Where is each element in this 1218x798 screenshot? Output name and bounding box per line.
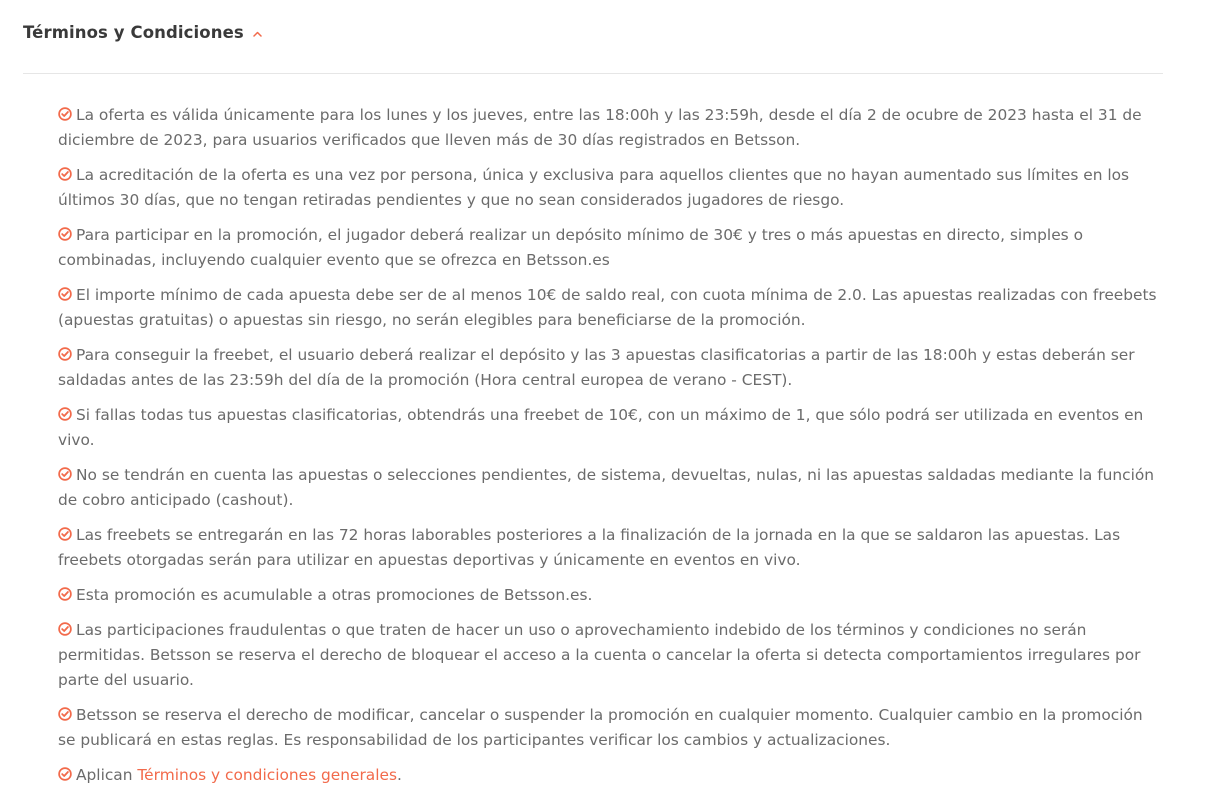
term-text-suffix: . [397, 766, 402, 784]
accordion-header[interactable] [23, 18, 262, 46]
term-text-prefix: Aplican [76, 766, 138, 784]
term-text: Las participaciones fraudulentas o que traten de hacer un uso o aprovechamiento indebido de los términos y condiciones no serán permitidas. Betsson se reserva el derecho de bloquear el acceso a la cuenta o cancelar la oferta si detecta comportamientos irregulares por parte del usuario. [58, 621, 1141, 689]
list-item [58, 763, 1158, 788]
list-item [58, 403, 1158, 453]
header-divider [23, 73, 1163, 74]
term-text: Las freebets se entregarán en las 72 horas laborables posteriores a la finalización de la jornada en la que se saldaron las apuestas. Las freebets otorgadas serán para utilizar en apuestas deportivas y únicamente en eventos en vivo. [58, 526, 1121, 569]
check-circle-icon [58, 407, 72, 421]
term-text: Betsson se reserva el derecho de modificar, cancelar o suspender la promoción en cualquier momento. Cualquier cambio en la promoción se publicará en estas reglas. Es responsabilidad de los participantes verificar los cambios y actualizaciones. [58, 706, 1143, 749]
list-item [58, 583, 1158, 608]
check-circle-icon [58, 767, 72, 781]
term-text: Esta promoción es acumulable a otras promociones de Betsson.es. [76, 586, 593, 604]
term-text: Si fallas todas tus apuestas clasificatorias, obtendrás una freebet de 10€, con un máximo de 1, que sólo podrá ser utilizada en eventos en vivo. [58, 406, 1144, 449]
accordion-title: Términos y Condiciones [23, 22, 244, 42]
check-circle-icon [58, 167, 72, 181]
check-circle-icon [58, 527, 72, 541]
chevron-up-icon[interactable] [253, 31, 262, 37]
term-text: La oferta es válida únicamente para los lunes y los jueves, entre las 18:00h y las 23:59h, desde el día 2 de ocubre de 2023 hasta el 31 de diciembre de 2023, para usuarios verificados que lleven más de 30 días registrados en Betsson. [58, 106, 1142, 149]
term-text: No se tendrán en cuenta las apuestas o selecciones pendientes, de sistema, devueltas, nulas, ni las apuestas saldadas mediante la función de cobro anticipado (cashout). [58, 466, 1155, 509]
term-text: La acreditación de la oferta es una vez por persona, única y exclusiva para aquellos clientes que no hayan aumentado sus límites en los últimos 30 días, que no tengan retiradas pendientes y que no sean considerados jugadores de riesgo. [58, 166, 1130, 209]
list-item [58, 618, 1158, 693]
check-circle-icon [58, 227, 72, 241]
list-item [58, 103, 1158, 153]
check-circle-icon [58, 347, 72, 361]
check-circle-icon [58, 467, 72, 481]
check-circle-icon [58, 707, 72, 721]
list-item [58, 523, 1158, 573]
list-item [58, 163, 1158, 213]
list-item [58, 283, 1158, 333]
check-circle-icon [58, 587, 72, 601]
list-item [58, 343, 1158, 393]
term-text: Para conseguir la freebet, el usuario deberá realizar el depósito y las 3 apuestas clasificatorias a partir de las 18:00h y estas deberán ser saldadas antes de las 23:59h del día de la promoción (Hora central europea de verano - CEST). [58, 346, 1135, 389]
check-circle-icon [58, 622, 72, 636]
check-circle-icon [58, 107, 72, 121]
term-text: El importe mínimo de cada apuesta debe ser de al menos 10€ de saldo real, con cuota mínima de 2.0. Las apuestas realizadas con freebets (apuestas gratuitas) o apuestas sin riesgo, no serán elegibles para beneficiarse de la promoción. [58, 286, 1157, 329]
general-terms-link[interactable]: Términos y condiciones generales [137, 766, 398, 784]
list-item [58, 703, 1158, 753]
terms-list [58, 103, 1158, 798]
list-item [58, 223, 1158, 273]
list-item [58, 463, 1158, 513]
check-circle-icon [58, 287, 72, 301]
term-text: Para participar en la promoción, el jugador deberá realizar un depósito mínimo de 30€ y tres o más apuestas en directo, simples o combinadas, incluyendo cualquier evento que se ofrezca en Betsson.es [58, 226, 1084, 269]
